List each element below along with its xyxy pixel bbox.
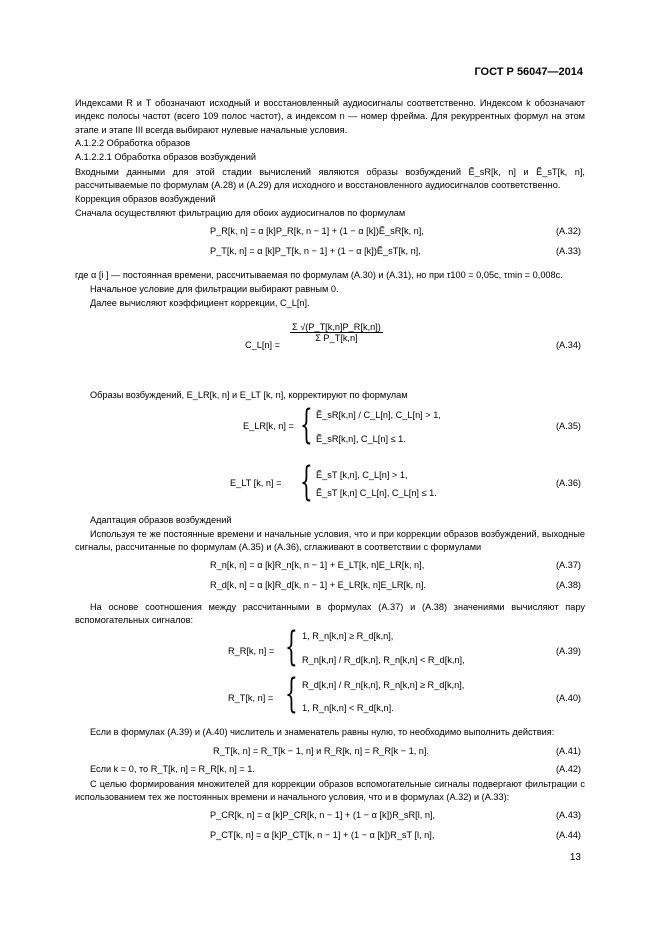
equation-a34-denominator: Σ P_T[k,n] bbox=[315, 333, 358, 343]
equation-a39-case1: 1, R_n[k,n] ≥ R_d[k,n], bbox=[302, 631, 394, 641]
equation-number-a43: (А.43) bbox=[555, 810, 581, 820]
equation-a35-brace: { bbox=[300, 402, 313, 448]
paragraph-filtering: Сначала осуществляют фильтрацию для обоих аудиосигналов по формулам bbox=[75, 208, 406, 218]
paragraph-auxiliary-signals: На основе соотношения между рассчитанными в формулах (А.37) и (А.38) значениями вычисляют пару вспомогательных сигналов: bbox=[75, 602, 585, 626]
equation-number-a35: (А.35) bbox=[555, 421, 581, 431]
equation-a36-brace: { bbox=[300, 459, 313, 505]
equation-number-a41: (А.41) bbox=[555, 746, 581, 756]
heading-adaptation: Адаптация образов возбуждений bbox=[90, 515, 232, 525]
equation-a42: Если k = 0, то R_T[k, n] = R_R[k, n] = 1. bbox=[90, 764, 255, 774]
equation-a43: P_CR[k, n] = α [k]P_CR[k, n − 1] + (1 − α [k])R_sR[l, n], bbox=[210, 810, 436, 820]
equation-number-a40: (А.40) bbox=[555, 693, 581, 703]
equation-a41: R_T[k, n] = R_T[k − 1, n] и R_R[k, n] = R_R[k − 1, n]. bbox=[213, 746, 430, 756]
equation-a38: R_d[k, n] = α [k]R_d[k, n − 1] + E_LR[k, n]E_LR[k, n]. bbox=[210, 580, 426, 590]
equation-a44: P_CT[k, n] = α [k]P_CT[k, n − 1] + (1 − α [k])R_sT [l, n], bbox=[210, 830, 435, 840]
equation-number-a44: (А.44) bbox=[555, 830, 581, 840]
equation-number-a37: (А.37) bbox=[555, 560, 581, 570]
equation-number-a32: (А.32) bbox=[555, 226, 581, 236]
equation-a35-case1: Ẽ_sR[k,n] / C_L[n], C_L[n] > 1, bbox=[316, 410, 441, 420]
equation-a40-brace: { bbox=[285, 671, 298, 717]
paragraph-correction-coef: Далее вычисляют коэффициент коррекции, C_L[n]. bbox=[90, 298, 310, 308]
equation-number-a38: (А.38) bbox=[555, 580, 581, 590]
equation-a32: P_R[k, n] = α [k]P_R[k, n − 1] + (1 − α [k])Ẽ_sR[k, n], bbox=[210, 226, 424, 236]
equation-number-a34: (А.34) bbox=[555, 340, 581, 350]
heading-correction: Коррекция образов возбуждений bbox=[75, 194, 216, 204]
equation-a39-brace: { bbox=[285, 624, 298, 670]
equation-number-a42: (А.42) bbox=[555, 764, 581, 774]
equation-a34-lhs: C_L[n] = bbox=[245, 340, 280, 350]
equation-a37: R_n[k, n] = α [k]R_n[k, n − 1] + E_LT[k, n]E_LR[k, n], bbox=[210, 560, 425, 570]
paragraph-input-data: Входными данными для этой стадии вычислений являются образы возбуждений Ẽ_sR[k, n] и Ẽ_sT[k, n], рассчитываемые по формулам (А.28) и (А.29) для исходного и восстановленного аудиосигналов соответственно. bbox=[75, 167, 585, 191]
equation-a40-lhs: R_T[k, n] = bbox=[228, 693, 274, 703]
heading-a122: А.1.2.2 Обработка образов bbox=[75, 138, 191, 148]
equation-a36-case2: Ẽ_sT [k,n] C_L[n], C_L[n] ≤ 1. bbox=[316, 488, 437, 498]
page-header: ГОСТ Р 56047—2014 bbox=[474, 66, 583, 78]
equation-number-a33: (А.33) bbox=[555, 246, 581, 256]
paragraph-initial-condition: Начальное условие для фильтрации выбирают равным 0. bbox=[90, 284, 339, 294]
equation-a39-lhs: R_R[k, n] = bbox=[228, 646, 275, 656]
paragraph-time-constant: где α [i ] — постоянная времени, рассчитываемая по формулам (А.30) и (А.31), но при τ100 = 0,05с, τmin = 0,008с. bbox=[75, 270, 563, 280]
paragraph-multipliers: С целью формирования множителей для коррекции образов вспомогательные сигналы подвергают фильтрации с использованием тех же постоянных времени и начального условия, что и в формулах (А.32) и (А.33): bbox=[75, 779, 585, 803]
paragraph-zero-case: Если в формулах (А.39) и (А.40) числитель и знаменатель равны нулю, то необходимо выполнить действия: bbox=[90, 727, 555, 737]
paragraph-indices: Индексами R и T обозначают исходный и восстановленный аудиосигналы соответственно. Индексом k обозначают индекс полосы частот (всего 109 полос частот), а индексом n — номер фрейма. Для рекуррентных формул на этом этапе и этапе III всегда выбирают нулевые начальные условия. bbox=[75, 98, 585, 135]
paragraph-excitation-patterns: Образы возбуждений, E_LR[k, n] и E_LT [k, n], корректируют по формулам bbox=[90, 390, 408, 400]
equation-a34-numerator: Σ √(P_T[k,n]P_R[k,n]) bbox=[292, 322, 381, 332]
equation-a35-lhs: E_LR[k, n] = bbox=[243, 421, 294, 431]
equation-a40-case2: 1, R_n[k,n] < R_d[k,n]. bbox=[302, 703, 394, 713]
equation-number-a36: (А.36) bbox=[555, 478, 581, 488]
equation-a34-fraction bbox=[290, 322, 383, 343]
paragraph-smoothing: Используя те же постоянные времени и начальные условия, что и при коррекции образов возбуждений, выходные сигналы, рассчитанные по формулам (А.35) и (А.36), сглаживают в соответствии с формулами bbox=[75, 529, 585, 553]
equation-number-a39: (А.39) bbox=[555, 646, 581, 656]
equation-a36-lhs: E_LT [k, n] = bbox=[230, 478, 282, 488]
equation-a36-case1: Ẽ_sT [k,n], C_L[n] > 1, bbox=[316, 470, 408, 480]
equation-a35-case2: Ẽ_sR[k,n], C_L[n] ≤ 1. bbox=[316, 434, 406, 444]
heading-a1221: А.1.2.2.1 Обработка образов возбуждений bbox=[75, 152, 256, 162]
equation-a40-case1: R_d[k,n] / R_n[k,n], R_n[k,n] ≥ R_d[k,n], bbox=[302, 680, 465, 690]
page-number: 13 bbox=[569, 852, 581, 863]
equation-a39-case2: R_n[k,n] / R_d[k,n], R_n[k,n] < R_d[k,n], bbox=[302, 655, 465, 665]
equation-a33: P_T[k, n] = α [k]P_T[k, n − 1] + (1 − α [k])Ẽ_sT[k, n], bbox=[210, 246, 421, 256]
